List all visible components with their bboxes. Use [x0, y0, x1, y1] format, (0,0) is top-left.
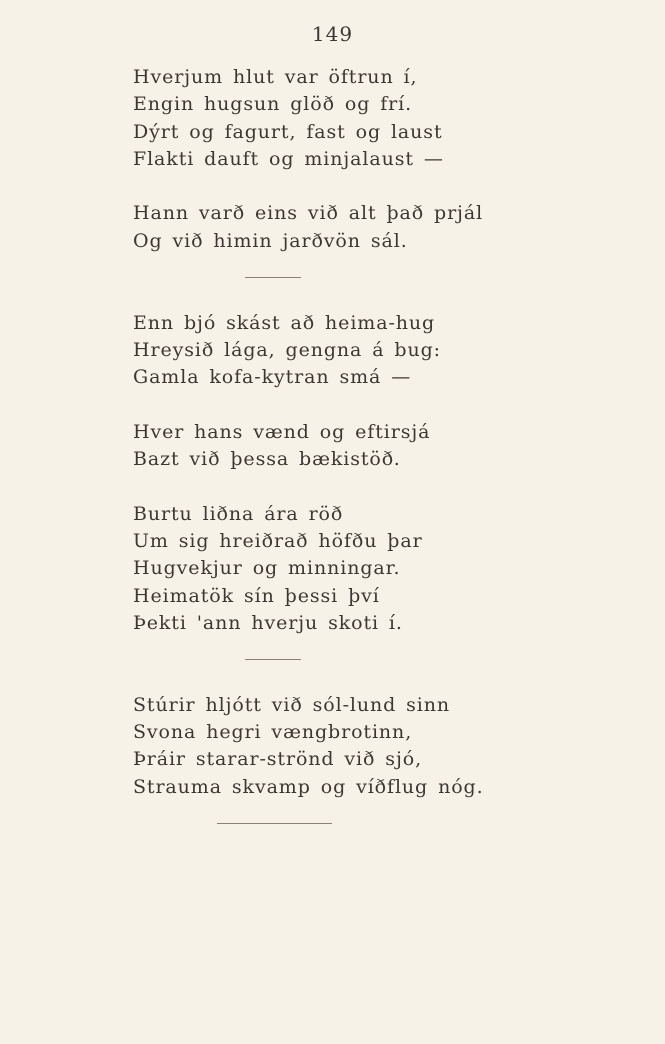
stanza-6: [133, 692, 533, 801]
section-divider: [217, 823, 332, 824]
section-divider: [245, 277, 301, 278]
stanza-gap: [133, 392, 533, 419]
verse-line: Um sig hreiðrað höfðu þar: [133, 530, 423, 553]
verse-line: Burtu liðna ára röð: [133, 502, 344, 525]
stanza-5: [133, 501, 533, 637]
verse-line: Hverjum hlut var öftrun í,: [133, 66, 418, 88]
verse-line: Engin hugsun glöð og frí.: [133, 93, 413, 116]
verse-line: Hann varð eins við alt það prjál: [133, 202, 484, 225]
stanza-gap: [133, 173, 533, 200]
verse-line: Hver hans vænd og eftirsjá: [133, 420, 431, 443]
verse-line: Strauma skvamp og víðflug nóg.: [133, 775, 484, 798]
verse-line: Svona hegri vængbrotinn,: [133, 721, 413, 744]
poem: [133, 64, 533, 856]
verse-line: Gamla kofa-kytran smá —: [133, 366, 412, 389]
stanza-2: [133, 200, 533, 255]
stanza-1: [133, 64, 533, 173]
verse-line: Hreysið lága, gengna á bug:: [133, 338, 441, 361]
verse-line: Stúrir hljótt við sól-lund sinn: [133, 693, 451, 716]
stanza-3: [133, 310, 533, 392]
verse-line: Flakti dauft og minjalaust —: [133, 147, 444, 170]
verse-line: Og við himin jarðvön sál.: [133, 229, 408, 252]
page-number: 149: [311, 22, 354, 46]
verse-line: Enn bjó skást að heima-hug: [133, 311, 436, 334]
verse-line: Bazt við þessa bækistöð.: [133, 448, 401, 471]
verse-line: Þekti 'ann hverju skoti í.: [133, 611, 403, 634]
verse-line: Dýrt og fagurt, fast og laust: [133, 120, 443, 143]
stanza-gap: [133, 473, 533, 500]
stanza-4: [133, 419, 533, 474]
verse-line: Hugvekjur og minningar.: [133, 557, 401, 580]
section-divider: [245, 659, 301, 660]
verse-line: Þráir starar-strönd við sjó,: [133, 748, 423, 771]
verse-line: Heimatök sín þessi því: [133, 584, 380, 607]
